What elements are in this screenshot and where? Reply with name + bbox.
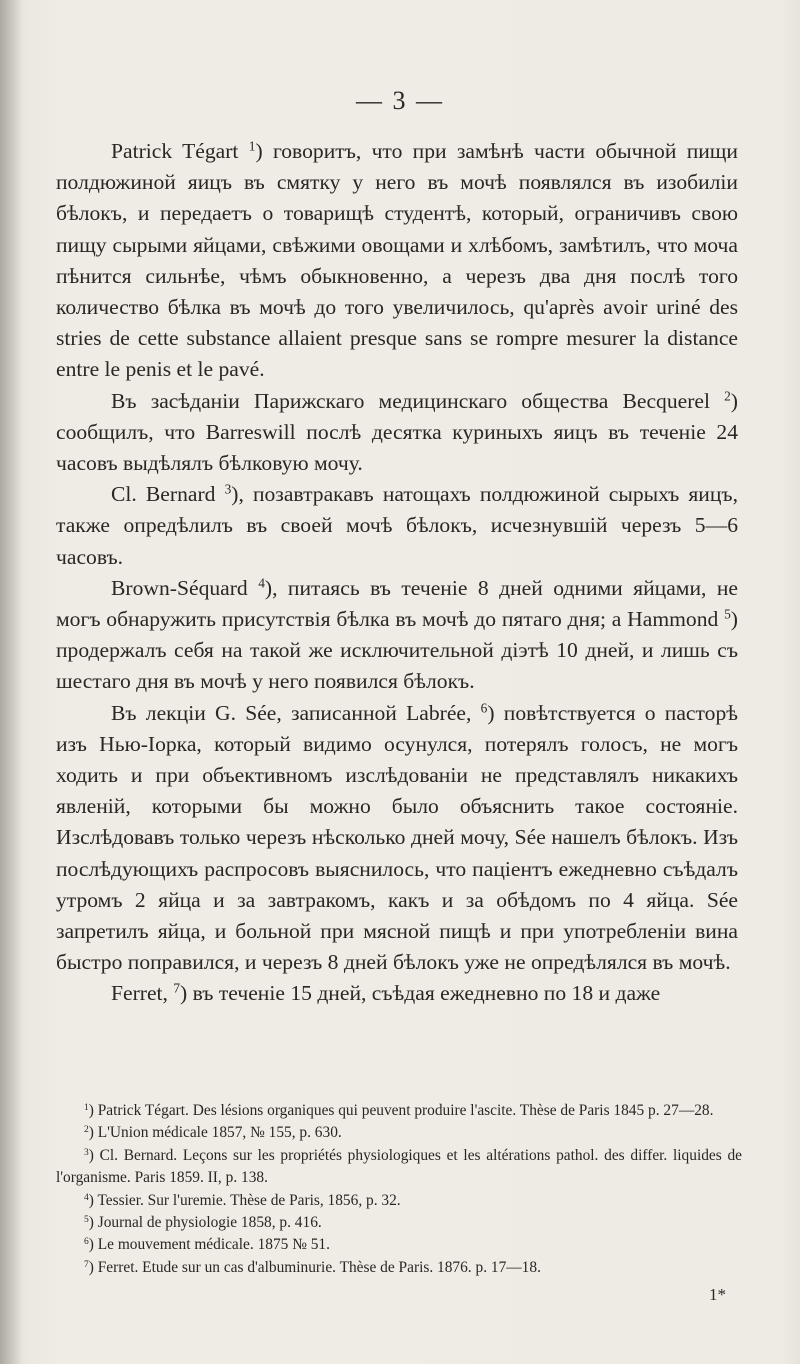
footnote — [56, 1190, 742, 1212]
footnote-text: ) Cl. Bernard. Leçons sur les propriétés physiologiques et les altérations pathol. des differ. liquides de l'organisme. Paris 1859. II, p. 138. — [56, 1146, 742, 1187]
main-text — [56, 136, 738, 1010]
footnote-mark: 3 — [84, 1146, 89, 1158]
paragraph-text: ), позавтракавъ натощахъ полдюжиной сырыхъ яицъ, также опредѣлилъ въ своей мочѣ бѣлокъ, исчезнувшій черезъ 5—6 часовъ. — [56, 482, 738, 569]
page-number: — 3 — — [356, 86, 444, 115]
paragraph-text: Ferret, — [111, 981, 174, 1006]
paragraph — [56, 978, 738, 1009]
footnote — [56, 1100, 742, 1122]
paragraph-text: ) продержалъ себя на такой же исключительной діэтѣ 10 дней, и лишь съ шестаго дня въ мочѣ у него появился бѣлокъ. — [56, 607, 738, 694]
footnote-mark: 4 — [84, 1191, 89, 1203]
paragraph-text: Patrick Tégart — [111, 139, 249, 163]
footnote-ref: 1 — [248, 138, 256, 154]
footnote — [56, 1257, 742, 1279]
paragraph — [56, 386, 738, 480]
footnote — [56, 1145, 742, 1190]
paragraph-text: Brown-Séquard — [111, 575, 259, 600]
footnote — [56, 1122, 742, 1144]
footnote-text: ) Tessier. Sur l'uremie. Thèse de Paris, 1856, p. 32. — [88, 1191, 401, 1209]
paragraph — [56, 136, 738, 386]
spine-shadow — [0, 0, 22, 1364]
footnote-mark: 1 — [84, 1101, 89, 1113]
paragraph-text: ) повѣтствуется о пасторѣ изъ Нью-Іорка, который видимо осунулся, потерялъ голосъ, не могъ ходить и при объективномъ изслѣдованіи не представлялъ никакихъ явленій, которыми бы можно было объяснить такое состояніе. Изслѣдовавъ только черезъ нѣсколько дней мочу, Sée нашелъ бѣлокъ. Изъ послѣдующихъ распросовъ выяснилось, что паціентъ ежедневно съѣдалъ утромъ 2 яйца и за завтракомъ, какъ и за обѣдомъ по 4 яйца. Sée запретилъ яйца, и больной при мясной пищѣ и при употребленіи вина быстро поправился, и черезъ 8 дней бѣлокъ уже не опредѣлялся въ мочѣ. — [56, 700, 738, 975]
footnote-ref: 4 — [258, 575, 265, 591]
paragraph-text: ) въ теченіе 15 дней, съѣдая ежедневно по 18 и даже — [180, 981, 661, 1006]
paragraph-text: ) сообщилъ, что Barreswill послѣ десятка куриныхъ яицъ въ теченіе 24 часовъ выдѣлялъ бѣлковую мочу. — [56, 388, 738, 476]
footnote-mark: 6 — [84, 1236, 89, 1248]
footnote — [56, 1212, 742, 1234]
paragraph — [56, 479, 738, 573]
footnote-mark: 2 — [84, 1124, 89, 1136]
printer-signature: 1* — [709, 1285, 726, 1304]
footnote-ref: 3 — [224, 481, 232, 497]
footnote-ref: 7 — [173, 981, 181, 997]
footnote-text: ) Journal de physiologie 1858, p. 416. — [88, 1214, 322, 1232]
footnote-ref: 5 — [724, 606, 731, 622]
footnotes — [56, 1100, 742, 1279]
paragraph-text: Cl. Bernard — [111, 482, 225, 507]
paragraph-text: Въ засѣданіи Парижскаго медицинскаго общества Becquerel — [111, 388, 725, 413]
footnote — [56, 1234, 742, 1256]
footnote-text: ) Le mouvement médicale. 1875 № 51. — [88, 1236, 330, 1254]
paragraph — [56, 573, 738, 698]
paragraph-text: Въ лекціи G. Sée, записанной Labrée, — [111, 700, 481, 725]
footnote-text: ) Patrick Tégart. Des lésions organiques qui peuvent produire l'ascite. Thèse de Paris 1845 p. 27—28. — [88, 1102, 714, 1119]
footnote-mark: 7 — [84, 1258, 89, 1270]
footnote-text: ) Ferret. Etude sur un cas d'albuminurie. Thèse de Paris. 1876. p. 17—18. — [88, 1258, 541, 1276]
footnote-ref: 6 — [480, 700, 488, 716]
paragraph-text: ), питаясь въ теченіе 8 дней одними яйцами, не могъ обнаружить присутствія бѣлка въ мочѣ до пятаго дня; а Hammond — [56, 575, 739, 632]
paragraph — [56, 698, 738, 979]
footnote-ref: 2 — [724, 388, 731, 404]
paragraph-text: ) говоритъ, что при замѣнѣ части обычной пищи полдюжиной яицъ въ смятку у него въ мочѣ появлялся въ изобиліи бѣлокъ, и передаетъ о товарищѣ студентѣ, который, ограничивъ свою пищу сырыми яйцами, свѣжими овощами и хлѣбомъ, замѣтилъ, что моча пѣнится сильнѣе, чѣмъ обыкновенно, а черезъ два дня послѣ того количество бѣлка въ мочѣ до того увеличилось, qu'après avoir uriné des stries de cette substance allaient presque sans se rompre mesurer la distance entre le penis et le pavé. — [56, 139, 738, 382]
footnote-mark: 5 — [84, 1213, 89, 1225]
footnote-text: ) L'Union médicale 1857, № 155, p. 630. — [88, 1124, 342, 1142]
